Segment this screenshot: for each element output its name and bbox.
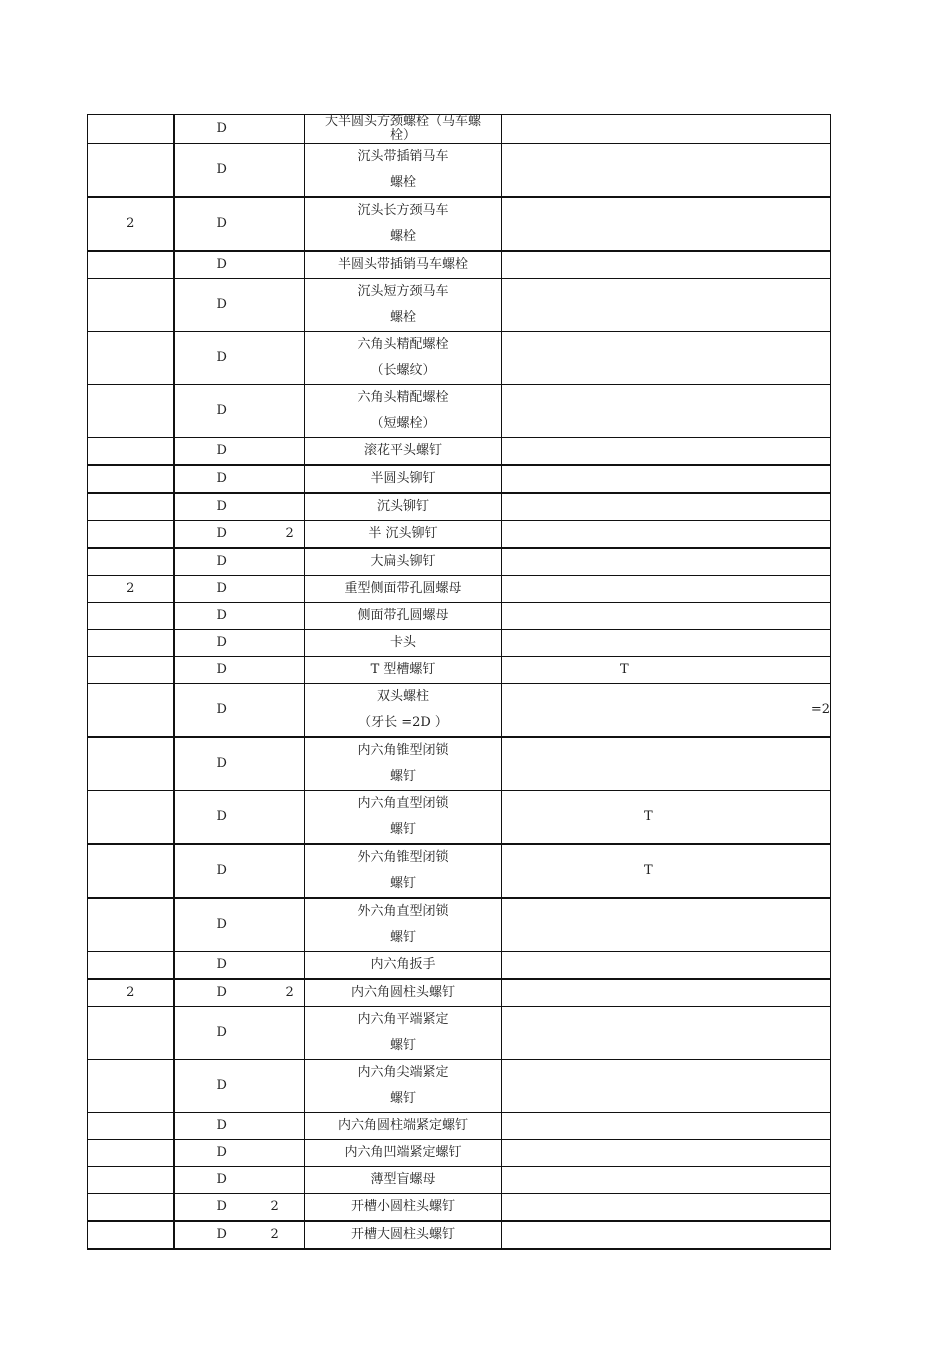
fastener-name-cell (305, 115, 502, 144)
note-cell (502, 279, 831, 332)
fastener-name-line: 沉头长方颈马车 (357, 203, 449, 218)
diameter-cell (174, 979, 305, 1007)
fastener-name-cell (305, 791, 502, 845)
fastener-name-cell (305, 844, 502, 898)
fastener-table (87, 114, 831, 1250)
fastener-name-line: （短螺栓） (370, 416, 436, 431)
fastener-name-cell (305, 979, 502, 1007)
diameter-cell (174, 657, 305, 684)
fastener-name-line: 滚花平头螺钉 (363, 443, 442, 458)
diameter-cell (174, 279, 305, 332)
diameter-cell (174, 465, 305, 493)
thread-label: T (644, 809, 653, 824)
diameter-cell (174, 1060, 305, 1113)
fastener-name-cell (305, 521, 502, 549)
fastener-name-cell (305, 603, 502, 630)
diameter-cell (174, 684, 305, 738)
fastener-name-line: 沉头短方颈马车 (357, 284, 449, 299)
diameter-cell (174, 952, 305, 980)
fastener-name-line: 内六角平端紧定 (357, 1012, 449, 1027)
diameter-cell (174, 1167, 305, 1194)
diameter-label: D (216, 499, 227, 514)
diameter-cell (174, 791, 305, 845)
table-row (88, 630, 831, 657)
table-row (88, 1221, 831, 1249)
note-cell (502, 1113, 831, 1140)
fastener-name-line: 半圆头带插销马车螺栓 (337, 257, 468, 272)
fastener-name-line: 开槽大圆柱头螺钉 (350, 1227, 455, 1242)
table-row (88, 576, 831, 603)
diameter-label: D (216, 1172, 227, 1187)
index-cell (88, 657, 174, 684)
note-cell (502, 791, 831, 845)
diameter-label: D (216, 526, 227, 541)
diameter-label: D (216, 1199, 227, 1214)
fastener-name-cell (305, 465, 502, 493)
fastener-name-cell (305, 952, 502, 980)
diameter-cell (174, 385, 305, 438)
diameter-cell (174, 438, 305, 466)
diameter-label: D (216, 635, 227, 650)
diameter-cell (174, 115, 305, 144)
note-cell (502, 1194, 831, 1222)
index-cell (88, 1194, 174, 1222)
table-row (88, 385, 831, 438)
diameter-cell (174, 197, 305, 251)
index-cell (88, 1060, 174, 1113)
fastener-name-line: 开槽小圆柱头螺钉 (350, 1199, 455, 1214)
fastener-name-cell (305, 144, 502, 198)
diameter-cell (174, 144, 305, 198)
multiplier-label: 2 (270, 1227, 279, 1242)
diameter-label: D (216, 863, 227, 878)
diameter-label: D (216, 581, 227, 596)
fastener-name-cell (305, 1167, 502, 1194)
table-row (88, 548, 831, 576)
index-cell (88, 251, 174, 279)
diameter-label: D (216, 554, 227, 569)
diameter-cell (174, 521, 305, 549)
fastener-name-cell (305, 898, 502, 952)
fastener-name-line: 内六角扳手 (370, 957, 436, 972)
index-cell (88, 1007, 174, 1060)
diameter-cell (174, 493, 305, 521)
fastener-name-cell (305, 197, 502, 251)
index-cell (88, 548, 174, 576)
table-row (88, 603, 831, 630)
fastener-name-line: 内六角直型闭锁 (357, 796, 449, 811)
index-cell (88, 1221, 174, 1249)
note-cell (502, 332, 831, 385)
diameter-label: D (216, 1025, 227, 1040)
note-cell (502, 737, 831, 791)
note-cell (502, 1167, 831, 1194)
note-cell (502, 952, 831, 980)
diameter-cell (174, 1140, 305, 1167)
multiplier-label: 2 (285, 526, 294, 541)
diameter-label: D (216, 121, 227, 136)
fastener-name-line: 重型侧面带孔圆螺母 (344, 581, 462, 596)
multiplier-label: 2 (270, 1199, 279, 1214)
table-row (88, 791, 831, 845)
table-row (88, 1167, 831, 1194)
fastener-name-line: 螺栓 (389, 229, 416, 244)
note-cell (502, 385, 831, 438)
index-cell (88, 385, 174, 438)
note-cell (502, 144, 831, 198)
table-row (88, 521, 831, 549)
fastener-name-line: T 型槽螺钉 (370, 662, 436, 677)
diameter-cell (174, 737, 305, 791)
table-row (88, 657, 831, 684)
fastener-name-cell (305, 438, 502, 466)
fastener-name-line: 六角头精配螺栓 (357, 337, 449, 352)
thread-label: T (644, 863, 653, 878)
fastener-name-line: 沉头铆钉 (376, 499, 429, 514)
table-row (88, 279, 831, 332)
index-cell (88, 737, 174, 791)
index-cell (88, 684, 174, 738)
diameter-cell (174, 630, 305, 657)
table-row (88, 1194, 831, 1222)
diameter-cell (174, 1194, 305, 1222)
index-cell (88, 115, 174, 144)
fastener-name-cell (305, 684, 502, 738)
diameter-label: D (216, 957, 227, 972)
fastener-name-line: 螺栓 (389, 175, 416, 190)
fastener-name-cell (305, 332, 502, 385)
note-cell (502, 603, 831, 630)
index-cell (88, 844, 174, 898)
note-cell (502, 438, 831, 466)
diameter-label: D (216, 162, 227, 177)
fastener-name-line: 半圆头铆钉 (370, 471, 436, 486)
table-row (88, 979, 831, 1007)
index-cell (88, 791, 174, 845)
diameter-cell (174, 548, 305, 576)
index-cell (88, 952, 174, 980)
fastener-name-line: 沉头带插销马车 (357, 149, 449, 164)
note-cell (502, 1221, 831, 1249)
index-cell: 2 (88, 979, 174, 1007)
fastener-name-line: 大半圆头方颈螺栓（马车螺 (324, 114, 481, 129)
fastener-name-cell (305, 1221, 502, 1249)
table-row (88, 1060, 831, 1113)
table-row (88, 1140, 831, 1167)
table-row (88, 115, 831, 144)
note-cell (502, 657, 831, 684)
diameter-cell (174, 576, 305, 603)
diameter-label: D (216, 1227, 227, 1242)
fastener-name-cell (305, 1194, 502, 1222)
fastener-name-cell (305, 630, 502, 657)
table-row (88, 438, 831, 466)
fastener-name-line: 外六角直型闭锁 (357, 904, 449, 919)
diameter-cell (174, 1221, 305, 1249)
thread-length-label: =2 (810, 702, 830, 717)
fastener-name-cell (305, 1113, 502, 1140)
note-cell (502, 1060, 831, 1113)
index-cell: 2 (88, 197, 174, 251)
fastener-name-line: 螺钉 (389, 1038, 416, 1053)
diameter-label: D (216, 608, 227, 623)
table-row (88, 684, 831, 738)
fastener-name-line: 螺钉 (389, 876, 416, 891)
table-row (88, 493, 831, 521)
diameter-label: D (216, 471, 227, 486)
table-row (88, 898, 831, 952)
fastener-name-cell (305, 548, 502, 576)
fastener-name-cell (305, 251, 502, 279)
table-row (88, 465, 831, 493)
index-cell (88, 493, 174, 521)
index-cell: 2 (88, 576, 174, 603)
fastener-name-cell (305, 1007, 502, 1060)
table-row (88, 952, 831, 980)
note-cell (502, 630, 831, 657)
diameter-label: D (216, 257, 227, 272)
diameter-label: D (216, 662, 227, 677)
fastener-name-line: 六角头精配螺栓 (357, 390, 449, 405)
note-cell (502, 521, 831, 549)
diameter-cell (174, 251, 305, 279)
index-cell (88, 1113, 174, 1140)
index-cell (88, 1167, 174, 1194)
fastener-name-line: 内六角尖端紧定 (357, 1065, 449, 1080)
fastener-name-cell (305, 279, 502, 332)
thread-label: T (620, 662, 629, 677)
diameter-label: D (216, 1118, 227, 1133)
fastener-name-line: 侧面带孔圆螺母 (357, 608, 449, 623)
index-cell (88, 1140, 174, 1167)
diameter-label: D (216, 350, 227, 365)
diameter-label: D (216, 216, 227, 231)
fastener-name-cell (305, 493, 502, 521)
index-cell (88, 521, 174, 549)
note-cell (502, 979, 831, 1007)
note-cell (502, 844, 831, 898)
fastener-name-line: 双头螺柱 (376, 689, 429, 704)
note-cell (502, 251, 831, 279)
table-row (88, 332, 831, 385)
note-cell (502, 197, 831, 251)
note-cell (502, 465, 831, 493)
note-cell (502, 684, 831, 738)
index-cell (88, 603, 174, 630)
table-row (88, 197, 831, 251)
diameter-cell (174, 898, 305, 952)
diameter-label: D (216, 809, 227, 824)
table-row (88, 144, 831, 198)
table-row (88, 844, 831, 898)
note-cell (502, 115, 831, 144)
diameter-label: D (216, 917, 227, 932)
index-cell (88, 332, 174, 385)
fastener-name-cell (305, 1060, 502, 1113)
note-cell (502, 1007, 831, 1060)
table-row (88, 1007, 831, 1060)
diameter-cell (174, 844, 305, 898)
diameter-cell (174, 603, 305, 630)
fastener-name-line: 螺钉 (389, 769, 416, 784)
fastener-name-line: 栓） (389, 128, 416, 143)
fastener-name-line: 外六角锥型闭锁 (357, 850, 449, 865)
note-cell (502, 493, 831, 521)
note-cell (502, 576, 831, 603)
diameter-label: D (216, 1078, 227, 1093)
fastener-name-line: 螺栓 (389, 310, 416, 325)
fastener-name-line: （长螺纹） (370, 363, 436, 378)
fastener-name-line: 内六角圆柱端紧定螺钉 (337, 1118, 468, 1133)
index-cell (88, 279, 174, 332)
fastener-name-line: 螺钉 (389, 822, 416, 837)
index-cell (88, 898, 174, 952)
fastener-name-line: 内六角锥型闭锁 (357, 743, 449, 758)
fastener-name-cell (305, 657, 502, 684)
fastener-name-line: 内六角圆柱头螺钉 (350, 985, 455, 1000)
note-cell (502, 548, 831, 576)
fastener-name-cell (305, 1140, 502, 1167)
fastener-name-cell (305, 737, 502, 791)
fastener-name-line: （牙长 =2D ） (358, 715, 448, 730)
table-row (88, 1113, 831, 1140)
diameter-label: D (216, 756, 227, 771)
diameter-label: D (216, 403, 227, 418)
diameter-label: D (216, 297, 227, 312)
fastener-name-cell (305, 385, 502, 438)
diameter-cell (174, 1113, 305, 1140)
diameter-label: D (216, 443, 227, 458)
table-row (88, 251, 831, 279)
fastener-name-line: 半 沉头铆钉 (368, 526, 438, 541)
table-row (88, 737, 831, 791)
diameter-label: D (216, 1145, 227, 1160)
fastener-name-line: 内六角凹端紧定螺钉 (344, 1145, 462, 1160)
index-cell (88, 465, 174, 493)
diameter-cell (174, 1007, 305, 1060)
note-cell (502, 898, 831, 952)
index-cell (88, 144, 174, 198)
fastener-name-line: 薄型盲螺母 (370, 1172, 436, 1187)
diameter-label: D (216, 702, 227, 717)
diameter-cell (174, 332, 305, 385)
fastener-name-line: 螺钉 (389, 1091, 416, 1106)
multiplier-label: 2 (285, 985, 294, 1000)
index-cell (88, 438, 174, 466)
index-cell (88, 630, 174, 657)
fastener-name-line: 卡头 (389, 635, 416, 650)
fastener-name-line: 大扁头铆钉 (370, 554, 436, 569)
fastener-name-line: 螺钉 (389, 930, 416, 945)
diameter-label: D (216, 985, 227, 1000)
fastener-name-cell (305, 576, 502, 603)
note-cell (502, 1140, 831, 1167)
